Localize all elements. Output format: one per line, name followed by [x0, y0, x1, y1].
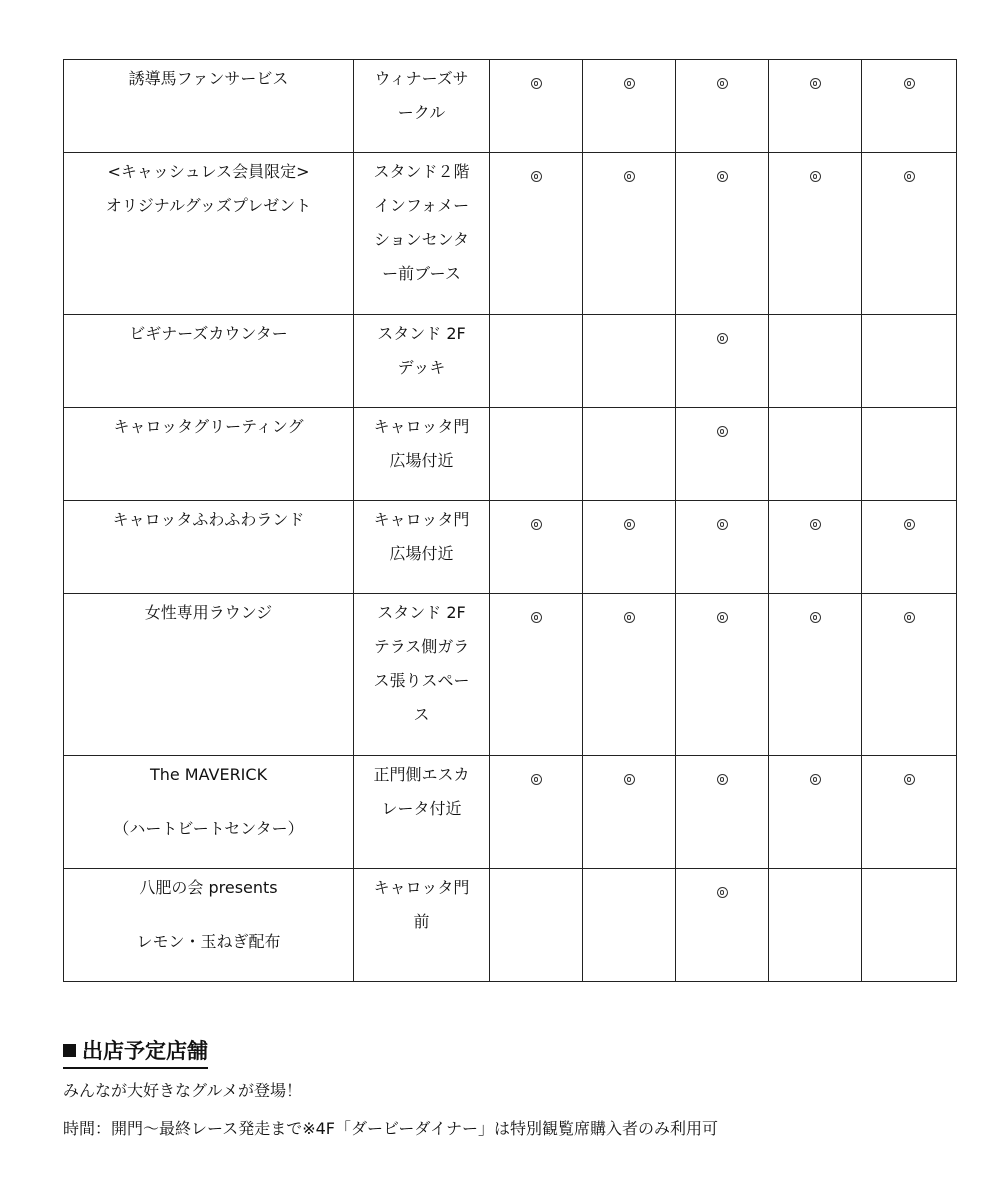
location-cell — [354, 501, 490, 594]
double-circle-icon — [717, 887, 728, 898]
day-1-cell — [490, 408, 583, 501]
location-cell — [354, 869, 490, 982]
double-circle-icon — [717, 519, 728, 530]
event-name-cell — [64, 501, 354, 594]
line-gap — [64, 905, 353, 925]
section-title-text: 出店予定店舗 — [82, 1039, 208, 1063]
section-title — [63, 1036, 208, 1069]
double-circle-icon — [904, 171, 915, 182]
double-circle-icon — [810, 519, 821, 530]
event-name-cell — [64, 594, 354, 756]
day-4-cell — [769, 501, 862, 594]
event-name-cell — [64, 315, 354, 408]
double-circle-icon — [531, 519, 542, 530]
double-circle-icon — [717, 774, 728, 785]
table-row — [64, 408, 957, 501]
day-3-cell — [676, 756, 769, 869]
double-circle-icon — [904, 612, 915, 623]
double-circle-icon — [717, 171, 728, 182]
day-3-cell — [676, 153, 769, 315]
double-circle-icon — [810, 171, 821, 182]
day-2-cell — [583, 869, 676, 982]
day-3-cell — [676, 408, 769, 501]
schedule-body — [64, 60, 957, 982]
double-circle-icon — [531, 171, 542, 182]
table-row — [64, 594, 957, 756]
location-line: ションセンタ — [373, 230, 470, 249]
day-4-cell — [769, 594, 862, 756]
event-schedule-table — [63, 59, 957, 982]
location-line: ス — [413, 705, 430, 724]
day-1-cell — [490, 594, 583, 756]
table-row — [64, 501, 957, 594]
double-circle-icon — [624, 171, 635, 182]
event-name-line: <キャッシュレス会員限定> — [107, 162, 310, 181]
day-3-cell — [676, 60, 769, 153]
double-circle-icon — [531, 78, 542, 89]
location-line: ウィナーズサ — [374, 69, 469, 88]
location-line: キャロッタ門 — [373, 878, 470, 897]
table-row — [64, 315, 957, 408]
double-circle-icon — [904, 78, 915, 89]
location-cell — [354, 594, 490, 756]
day-3-cell — [676, 501, 769, 594]
day-5-cell — [862, 60, 957, 153]
event-name-cell — [64, 408, 354, 501]
day-1-cell — [490, 60, 583, 153]
double-circle-icon — [717, 333, 728, 344]
location-line: スタンド 2F — [377, 324, 466, 343]
event-name-line: 八肥の会 presents — [139, 878, 278, 897]
location-cell — [354, 153, 490, 315]
double-circle-icon — [624, 774, 635, 785]
day-5-cell — [862, 153, 957, 315]
day-5-cell — [862, 501, 957, 594]
day-3-cell — [676, 594, 769, 756]
day-4-cell — [769, 869, 862, 982]
black-square-icon — [63, 1044, 76, 1057]
day-2-cell — [583, 315, 676, 408]
double-circle-icon — [904, 519, 915, 530]
double-circle-icon — [531, 774, 542, 785]
gourmet-hours-text: 時間：開門～最終レース発走まで※4F「ダービーダイナー」は特別観覧席購入者のみ利用可 — [63, 1119, 719, 1138]
double-circle-icon — [531, 612, 542, 623]
day-1-cell — [490, 756, 583, 869]
table-row — [64, 869, 957, 982]
day-2-cell — [583, 153, 676, 315]
event-name-cell — [64, 756, 354, 869]
day-5-cell — [862, 869, 957, 982]
day-5-cell — [862, 594, 957, 756]
double-circle-icon — [810, 78, 821, 89]
day-4-cell — [769, 315, 862, 408]
location-line: 広場付近 — [389, 451, 454, 470]
day-2-cell — [583, 408, 676, 501]
location-line: テラス側ガラ — [373, 637, 470, 656]
location-line: デッキ — [397, 358, 446, 377]
day-2-cell — [583, 594, 676, 756]
double-circle-icon — [717, 426, 728, 437]
double-circle-icon — [717, 612, 728, 623]
double-circle-icon — [624, 519, 635, 530]
location-cell — [354, 756, 490, 869]
location-line: インフォメー — [373, 196, 470, 215]
event-name-line: （ハートビートセンター） — [113, 819, 304, 838]
double-circle-icon — [717, 78, 728, 89]
event-name-cell — [64, 869, 354, 982]
location-line: ークル — [397, 103, 446, 122]
event-name-line: ビギナーズカウンター — [129, 324, 288, 343]
event-name-line: The MAVERICK — [149, 765, 268, 784]
day-4-cell — [769, 756, 862, 869]
double-circle-icon — [810, 612, 821, 623]
table-row — [64, 756, 957, 869]
event-name-line: レモン・玉ねぎ配布 — [136, 932, 281, 951]
gourmet-intro-text: みんなが大好きなグルメが登場！ — [63, 1081, 303, 1100]
location-cell — [354, 315, 490, 408]
event-name-line: キャロッタグリーティング — [113, 417, 304, 436]
double-circle-icon — [904, 774, 915, 785]
location-cell — [354, 408, 490, 501]
table-row — [64, 153, 957, 315]
day-2-cell — [583, 756, 676, 869]
day-1-cell — [490, 153, 583, 315]
day-4-cell — [769, 60, 862, 153]
double-circle-icon — [624, 78, 635, 89]
location-line: ー前ブース — [382, 264, 461, 283]
location-line: キャロッタ門 — [373, 510, 470, 529]
double-circle-icon — [624, 612, 635, 623]
day-3-cell — [676, 869, 769, 982]
location-line: スタンド 2F — [377, 603, 466, 622]
day-5-cell — [862, 408, 957, 501]
table-row — [64, 60, 957, 153]
double-circle-icon — [810, 774, 821, 785]
location-line: 広場付近 — [389, 544, 454, 563]
event-name-line: 誘導馬ファンサービス — [128, 69, 289, 88]
day-1-cell — [490, 315, 583, 408]
location-line: キャロッタ門 — [373, 417, 470, 436]
line-gap — [64, 792, 353, 812]
day-1-cell — [490, 501, 583, 594]
location-line: スタンド２階 — [373, 162, 470, 181]
location-cell — [354, 60, 490, 153]
location-line: 正門側エスカ — [373, 765, 470, 784]
day-5-cell — [862, 756, 957, 869]
location-line: 前 — [413, 912, 430, 931]
day-4-cell — [769, 408, 862, 501]
day-2-cell — [583, 501, 676, 594]
event-name-cell — [64, 60, 354, 153]
event-name-line: オリジナルグッズプレゼント — [105, 196, 312, 215]
location-line: ス張りスペー — [373, 671, 470, 690]
event-name-line: キャロッタふわふわランド — [112, 510, 305, 529]
day-4-cell — [769, 153, 862, 315]
day-5-cell — [862, 315, 957, 408]
day-2-cell — [583, 60, 676, 153]
event-name-cell — [64, 153, 354, 315]
location-line: レータ付近 — [381, 799, 462, 818]
event-name-line: 女性専用ラウンジ — [144, 603, 273, 622]
day-1-cell — [490, 869, 583, 982]
day-3-cell — [676, 315, 769, 408]
